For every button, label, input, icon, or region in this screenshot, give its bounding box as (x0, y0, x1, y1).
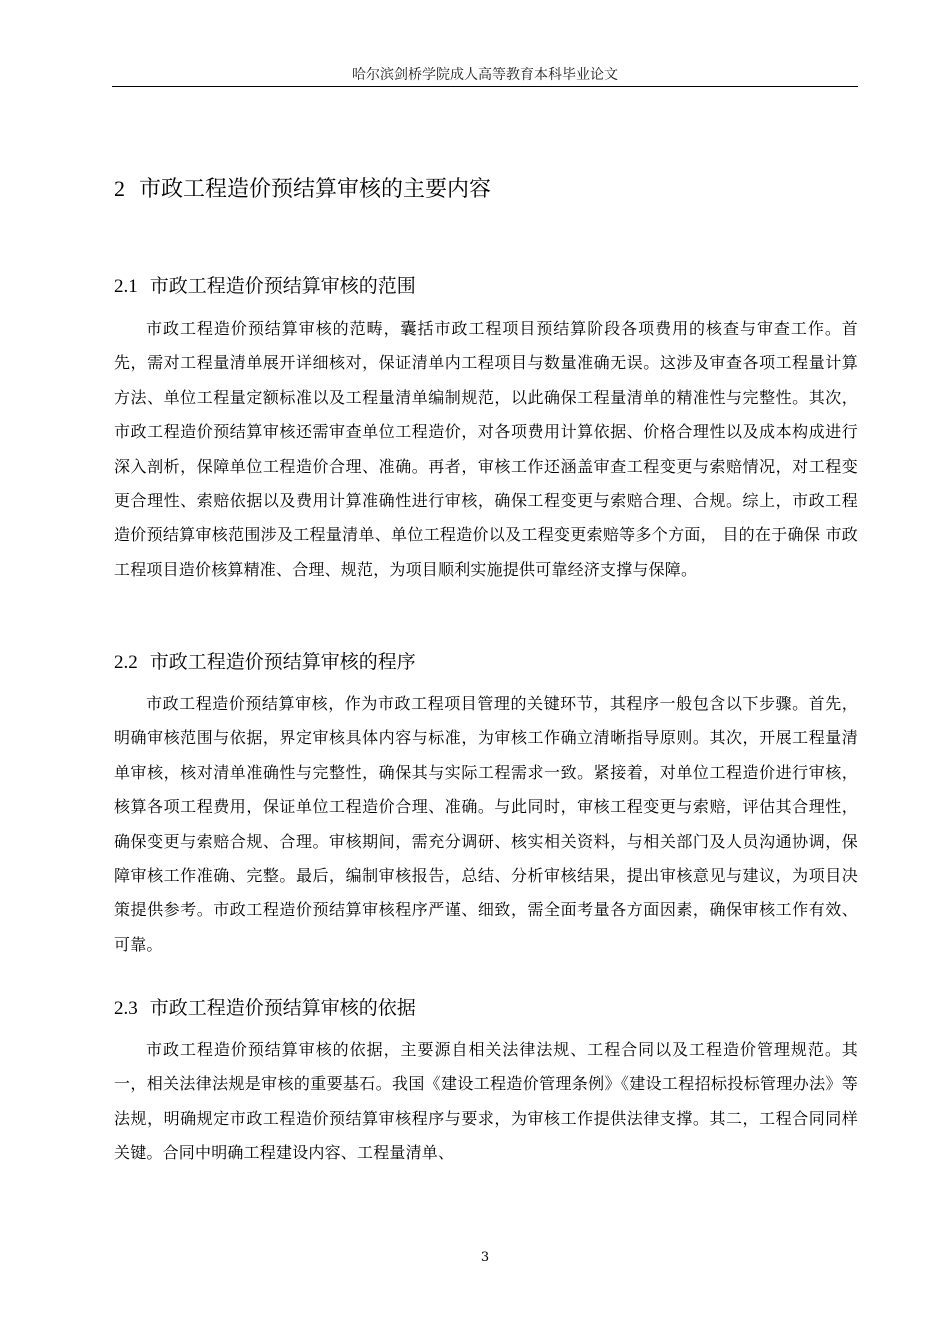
section-title-text: 市政工程造价预结算审核的程序 (149, 651, 416, 673)
chapter-title-text: 市政工程造价预结算审核的主要内容 (139, 177, 492, 202)
section-number: 2.1 (114, 276, 138, 297)
section-2-3-paragraph: 市政工程造价预结算审核的依据，主要源自相关法律法规、工程合同以及工程造价管理规范。其一，相关法律法规是审核的重要基石。我国《建设工程造价管理条例》《建设工程招标投标管理办法》等法规，明确规定市政工程造价预结算审核程序与要求，为审核工作提供法律支撑。其二，工程合同同样关键。合同中明确工程建设内容、工程量清单、 (114, 1040, 858, 1163)
section-2-2-paragraph: 市政工程造价预结算审核，作为市政工程项目管理的关键环节，其程序一般包含以下步骤。首先，明确审核范围与依据，界定审核具体内容与标准，为审核工作确立清晰指导原则。其次，开展工程量清单审核，核对清单准确性与完整性，确保其与实际工程需求一致。紧接着，对单位工程造价进行审核，核算各项工程费用，保证单位工程造价合理、准确。与此同时，审核工程变更与索赔，评估其合理性，确保变更与索赔合规、合理。审核期间，需充分调研、核实相关资料，与相关部门及人员沟通协调，保障审核工作准确、完整。最后，编制审核报告，总结、分析审核结果，提出审核意见与建议，为项目决策提供参考。市政工程造价预结算审核程序严谨、细致，需全面考量各方面因素，确保审核工作有效、可靠。 (114, 694, 858, 954)
chapter-title (114, 174, 491, 205)
section-title-text: 市政工程造价预结算审核的依据 (149, 997, 416, 1019)
header-rule (112, 86, 858, 87)
section-2-3-title (114, 995, 416, 1022)
section-number: 2.2 (114, 652, 138, 673)
section-title-text: 市政工程造价预结算审核的范围 (149, 275, 416, 297)
section-2-1-title (114, 273, 416, 300)
section-2-2-title (114, 649, 416, 676)
section-2-1-paragraph: 市政工程造价预结算审核的范畴，囊括市政工程项目预结算阶段各项费用的核查与审查工作。首先，需对工程量清单展开详细核对，保证清单内工程项目与数量准确无误。这涉及审查各项工程量计算方法、单位工程量定额标准以及工程量清单编制规范，以此确保工程量清单的精准性与完整性。其次，市政工程造价预结算审核还需审查单位工程造价，对各项费用计算依据、价格合理性以及成本构成进行深入剖析，保障单位工程造价合理、准确。再者，审核工作还涵盖审查工程变更与索赔情况，对工程变更合理性、索赔依据以及费用计算准确性进行审核，确保工程变更与索赔合理、合规。综上，市政工程造价预结算审核范围涉及工程量清单、单位工程造价以及工程变更索赔等多个方面， 目的在于确保 市政工程项目造价核算精准、合理、规范，为项目顺利实施提供可靠经济支撑与保障。 (114, 319, 858, 579)
page-number: 3 (480, 1250, 490, 1265)
section-number: 2.3 (114, 998, 138, 1019)
chapter-number: 2 (114, 176, 125, 201)
running-header: 哈尔滨剑桥学院成人高等教育本科毕业论文 (352, 67, 618, 83)
